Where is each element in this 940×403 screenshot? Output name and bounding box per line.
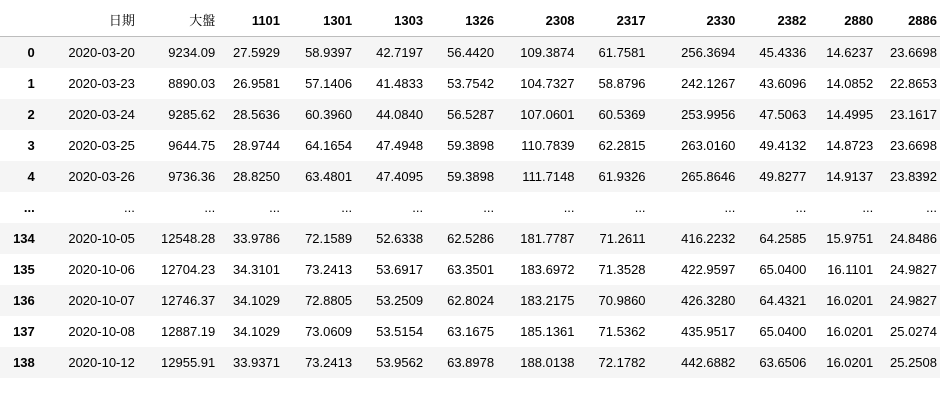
table-cell: ... (412, 200, 424, 215)
table-cell: 242.1267 (681, 76, 736, 91)
table-cell: 2020-10-05 (68, 231, 135, 246)
table-cell: 63.1675 (447, 324, 495, 339)
dataframe-table (0, 5, 940, 378)
column-header: 1301 (283, 5, 355, 37)
column-header: 1326 (426, 5, 497, 37)
table-cell: 47.4948 (376, 138, 424, 153)
table-cell: 24.9827 (890, 262, 937, 277)
table-cell: 61.9326 (598, 169, 646, 184)
table-cell: ... (341, 200, 353, 215)
table-cell: 28.5636 (233, 107, 281, 122)
table-cell: 64.4321 (759, 293, 807, 308)
table-cell: 14.6237 (826, 45, 874, 60)
table-cell: 9644.75 (168, 138, 216, 153)
table-cell: 63.8978 (447, 355, 495, 370)
table-cell: ... (563, 200, 575, 215)
table-row (0, 161, 940, 192)
table-cell: 109.3874 (520, 45, 575, 60)
table-cell: 34.1029 (233, 293, 281, 308)
table-body (0, 37, 940, 379)
table-cell: 2020-03-26 (68, 169, 135, 184)
table-cell: 14.0852 (826, 76, 874, 91)
column-header: 大盤 (138, 5, 218, 37)
table-cell: ... (204, 200, 216, 215)
table-cell: 59.3898 (447, 169, 495, 184)
table-row (0, 347, 940, 378)
table-cell: 47.5063 (759, 107, 807, 122)
table-cell: 34.3101 (233, 262, 281, 277)
table-cell: 181.7787 (520, 231, 575, 246)
table-row (0, 68, 940, 99)
table-cell: 59.3898 (447, 138, 495, 153)
table-cell: 111.7148 (522, 169, 575, 184)
table-cell: 43.6096 (759, 76, 807, 91)
table-cell: 426.3280 (681, 293, 736, 308)
index-header (0, 5, 42, 37)
table-cell: 52.6338 (376, 231, 424, 246)
table-cell: ... (724, 200, 736, 215)
table-cell: 58.9397 (305, 45, 353, 60)
table-cell: 41.4833 (376, 76, 424, 91)
table-cell: 23.6698 (890, 138, 937, 153)
table-cell: 2020-03-20 (68, 45, 135, 60)
column-header: 2308 (497, 5, 577, 37)
table-cell: 2020-10-06 (68, 262, 135, 277)
table-cell: 26.9581 (233, 76, 281, 91)
table-cell: 64.1654 (305, 138, 353, 153)
table-cell: 62.2815 (598, 138, 646, 153)
table-cell: 34.1029 (233, 324, 281, 339)
table-cell: 72.8805 (305, 293, 353, 308)
table-cell: 253.9956 (681, 107, 736, 122)
table-cell: ... (795, 200, 807, 215)
table-cell: 62.8024 (447, 293, 495, 308)
header-row (0, 5, 940, 37)
column-header: 2880 (809, 5, 876, 37)
table-row (0, 223, 940, 254)
table-cell: 12746.37 (161, 293, 216, 308)
table-cell: 12548.28 (161, 231, 216, 246)
table-cell: 9736.36 (168, 169, 216, 184)
table-cell: ... (634, 200, 646, 215)
table-cell: 183.2175 (520, 293, 575, 308)
table-cell: 265.8646 (681, 169, 736, 184)
column-header: 2382 (738, 5, 809, 37)
table-cell: 57.1406 (305, 76, 353, 91)
table-row (0, 254, 940, 285)
table-cell: 27.5929 (233, 45, 281, 60)
table-cell: 104.7327 (520, 76, 575, 91)
table-cell: 12887.19 (161, 324, 216, 339)
table-cell: 71.2611 (599, 231, 646, 246)
table-cell: 25.2508 (890, 355, 937, 370)
table-cell: ... (269, 200, 281, 215)
table-cell: 72.1782 (598, 355, 646, 370)
table-cell: 65.0400 (759, 324, 807, 339)
table-cell: 42.7197 (376, 45, 424, 60)
table-cell: 9234.09 (168, 45, 216, 60)
table-cell: ... (926, 200, 937, 215)
row-index: ... (23, 200, 35, 215)
table-cell: 2020-10-07 (68, 293, 135, 308)
table-cell: 12704.23 (161, 262, 216, 277)
table-cell: 2020-03-23 (68, 76, 135, 91)
table-cell: 16.0201 (826, 293, 874, 308)
table-cell: 73.0609 (305, 324, 353, 339)
table-cell: 188.0138 (520, 355, 575, 370)
table-cell: 53.5154 (376, 324, 424, 339)
table-cell: 24.9827 (890, 293, 937, 308)
table-cell: 49.8277 (759, 169, 807, 184)
table-cell: 49.4132 (759, 138, 807, 153)
table-cell: 45.4336 (759, 45, 807, 60)
table-row (0, 316, 940, 347)
table-cell: 53.7542 (447, 76, 495, 91)
table-cell: 33.9786 (233, 231, 281, 246)
row-index: 3 (27, 138, 35, 153)
table-row (0, 192, 940, 223)
table-cell: 44.0840 (376, 107, 424, 122)
table-cell: 14.9137 (826, 169, 874, 184)
table-cell: 24.8486 (890, 231, 937, 246)
table-cell: 2020-03-25 (68, 138, 135, 153)
table-cell: 14.8723 (826, 138, 874, 153)
table-cell: 25.0274 (890, 324, 937, 339)
table-cell: ... (483, 200, 495, 215)
table-cell: 72.1589 (305, 231, 353, 246)
table-cell: 23.1617 (890, 107, 937, 122)
table-cell: 56.4420 (447, 45, 495, 60)
table-cell: 22.8653 (890, 76, 937, 91)
table-cell: 263.0160 (681, 138, 736, 153)
table-cell: 16.0201 (826, 324, 874, 339)
table-cell: 47.4095 (376, 169, 424, 184)
table-row (0, 37, 940, 69)
column-header: 2886 (876, 5, 940, 37)
table-cell: 256.3694 (681, 45, 736, 60)
table-cell: 8890.03 (168, 76, 216, 91)
row-index: 0 (27, 45, 35, 60)
table-cell: 23.6698 (890, 45, 937, 60)
column-header: 2317 (578, 5, 649, 37)
table-cell: 61.7581 (598, 45, 646, 60)
table-cell: 60.3960 (305, 107, 353, 122)
column-header: 1101 (218, 5, 283, 37)
table-cell: 60.5369 (598, 107, 646, 122)
table-cell: 56.5287 (447, 107, 495, 122)
table-cell: ... (862, 200, 874, 215)
table-cell: 15.9751 (826, 231, 874, 246)
table-cell: 107.0601 (520, 107, 575, 122)
table-cell: 9285.62 (168, 107, 216, 122)
table-cell: 28.9744 (233, 138, 281, 153)
column-header: 日期 (42, 5, 138, 37)
row-index: 1 (27, 76, 35, 91)
table-cell: 65.0400 (759, 262, 807, 277)
table-row (0, 130, 940, 161)
table-cell: 71.3528 (598, 262, 646, 277)
table-cell: 185.1361 (520, 324, 575, 339)
row-index: 138 (13, 355, 35, 370)
table-cell: 62.5286 (447, 231, 495, 246)
table-cell: 16.1101 (827, 262, 874, 277)
table-cell: 70.9860 (598, 293, 646, 308)
row-index: 135 (13, 262, 35, 277)
table-cell: 53.6917 (376, 262, 424, 277)
table-cell: 58.8796 (598, 76, 646, 91)
table-cell: 73.2413 (305, 262, 353, 277)
table-row (0, 99, 940, 130)
column-header: 2330 (649, 5, 739, 37)
column-header: 1303 (355, 5, 426, 37)
table-cell: 110.7839 (521, 138, 575, 153)
table-cell: 435.9517 (681, 324, 736, 339)
table-cell: 53.9562 (376, 355, 424, 370)
table-cell: 64.2585 (759, 231, 807, 246)
table-cell: 2020-10-12 (68, 355, 135, 370)
table-cell: 2020-03-24 (68, 107, 135, 122)
table-cell: 16.0201 (826, 355, 874, 370)
table-cell: 53.2509 (376, 293, 424, 308)
row-index: 137 (13, 324, 35, 339)
row-index: 4 (27, 169, 35, 184)
table-cell: 71.5362 (598, 324, 646, 339)
table-cell: 73.2413 (305, 355, 353, 370)
table-cell: 14.4995 (826, 107, 874, 122)
row-index: 2 (27, 107, 35, 122)
table-cell: 28.8250 (233, 169, 281, 184)
row-index: 136 (13, 293, 35, 308)
table-cell: 12955.91 (161, 355, 216, 370)
table-cell: 416.2232 (681, 231, 736, 246)
table-cell: 63.4801 (305, 169, 353, 184)
table-cell: ... (124, 200, 135, 215)
table-row (0, 285, 940, 316)
row-index: 134 (13, 231, 35, 246)
table-cell: 183.6972 (520, 262, 575, 277)
table-cell: 63.3501 (447, 262, 495, 277)
table-cell: 2020-10-08 (68, 324, 135, 339)
table-cell: 33.9371 (233, 355, 281, 370)
table-cell: 23.8392 (890, 169, 937, 184)
table-cell: 442.6882 (681, 355, 736, 370)
table-cell: 422.9597 (681, 262, 736, 277)
table-cell: 63.6506 (759, 355, 807, 370)
